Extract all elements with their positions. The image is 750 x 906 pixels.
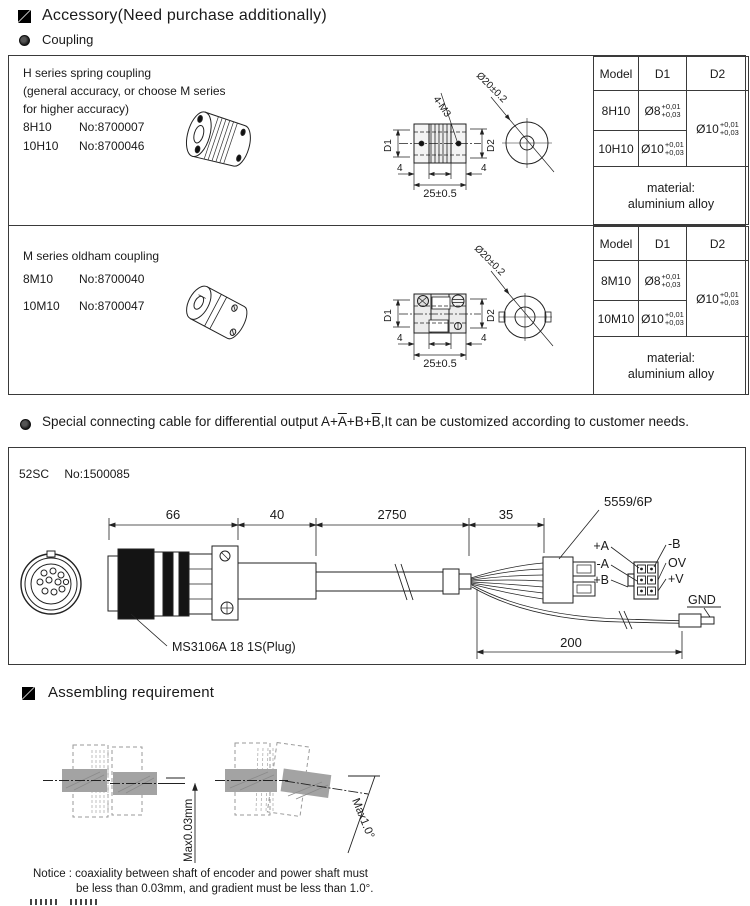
m-coupling-3d-image — [174, 278, 264, 353]
pin-block — [628, 562, 658, 599]
special-cable-note: Special connecting cable for differential output $A+\overline{A}+B+\overline{B},It$ can be customized according to customer needs. — [42, 414, 690, 429]
spec-material-cell: material: aluminium alloy — [594, 167, 749, 225]
overline-a: $\overline{A}$ — [337, 414, 347, 429]
gnd-label: GND — [688, 593, 716, 607]
spec-d2-cell: Ø10 +0,01 +0,03 — [687, 261, 749, 337]
dim-4m3-label: 4-M3 — [430, 94, 453, 120]
h-name-line: (general accuracy, or choose M series — [23, 84, 226, 98]
spec-d2-cell: Ø10 +0,01 +0,03 — [687, 91, 749, 167]
dim-2750-label: 2750 — [377, 507, 407, 522]
h-name-line: H series spring coupling — [23, 66, 152, 80]
spec-header-model: Model — [594, 57, 639, 91]
spec-d1-cell: Ø8 +0,01 +0,03 — [639, 91, 687, 131]
h-series-section — [9, 56, 745, 226]
h-name-line: for higher accuracy) — [23, 102, 130, 116]
max-offset-label: Max0.03mm — [183, 798, 195, 862]
h-model-row: 8H10 No:8700007 — [23, 120, 145, 134]
spec-header-d1: D1 — [639, 227, 687, 261]
assembly-diagrams — [30, 720, 430, 868]
pin-label-plus-v: +V — [668, 572, 684, 586]
dim-25-label: 25±0.5 — [423, 188, 457, 200]
dim-d1-label: D1 — [383, 139, 394, 152]
pin-label-plus-a: +A — [593, 539, 609, 553]
pin-label-minus-b: -B — [668, 537, 681, 551]
dim-d1-label: D1 — [383, 309, 394, 322]
connector-5559-label: 5559/6P — [604, 494, 653, 509]
bullet-icon — [20, 419, 31, 430]
connector-face-view — [21, 551, 81, 614]
coaxiality-diagram — [43, 745, 195, 863]
gnd-terminal — [679, 607, 721, 627]
m-name-line: M series oldham coupling — [23, 249, 160, 263]
coupling-subtitle: Coupling — [42, 32, 94, 47]
spec-header-d2: D2 — [687, 57, 749, 91]
dim-4-left-label: 4 — [397, 163, 403, 174]
spec-header-d1: D1 — [639, 57, 687, 91]
dim-d2-label: D2 — [486, 139, 497, 152]
pin-label-ov: OV — [668, 556, 687, 570]
dim-4-right-label: 4 — [481, 333, 487, 344]
cable-run — [238, 563, 688, 629]
spec-header-d2: D2 — [687, 227, 749, 261]
section-square-icon — [18, 10, 31, 23]
spec-d1-cell: Ø10 +0,01 +0,03 — [639, 131, 687, 167]
h-model-row: 10H10 No:8700046 — [23, 139, 145, 153]
spec-d1-cell: Ø10 +0,01 +0,03 — [639, 301, 687, 337]
overline-b: $\overline{B}$ — [371, 414, 381, 429]
m-series-description — [23, 246, 159, 320]
notice-line-2: be less than 0.03mm, and gradient must be less than 1.0°. — [76, 883, 374, 895]
dim-40-label: 40 — [269, 507, 285, 522]
spec-header-model: Model — [594, 227, 639, 261]
spec-model-cell: 8H10 — [594, 91, 639, 131]
spec-d1-cell: Ø8 +0,01 +0,03 — [639, 261, 687, 301]
m-model-row: 8M10 No:8700040 — [23, 272, 145, 286]
ms-plug-label: MS3106A 18 1S(Plug) — [172, 640, 296, 654]
dim-35-label: 35 — [498, 507, 514, 522]
notice-line-1: Notice : coaxiality between shaft of encoder and power shaft must — [33, 868, 368, 880]
molex-5559-connector — [543, 510, 599, 603]
assembly-title: Assembling requirement — [48, 684, 215, 701]
dim-diameter-label: Ø20±0.2 — [473, 70, 509, 106]
spec-model-cell: 10M10 — [594, 301, 639, 337]
dim-200-label: 200 — [560, 635, 582, 650]
m-coupling-drawing — [341, 227, 591, 394]
m-spec-table — [593, 226, 749, 395]
h-spec-table — [593, 56, 749, 225]
cable-diagram — [9, 448, 745, 662]
pin-label-minus-a: -A — [596, 557, 609, 571]
clipped-text-fragment — [30, 899, 100, 905]
m-model-row: 10M10 No:8700047 — [23, 299, 145, 313]
dim-4-left-label: 4 — [397, 333, 403, 344]
spec-material-cell: material: aluminium alloy — [594, 337, 749, 395]
h-coupling-3d-image — [174, 104, 269, 179]
cable-model-label: 52SC No:1500085 — [19, 467, 130, 481]
page-title: Accessory(Need purchase additionally) — [42, 7, 327, 24]
ms-plug-side-view — [108, 546, 238, 620]
pin-label-plus-b: +B — [593, 573, 609, 587]
bullet-icon — [19, 35, 30, 46]
gradient-diagram — [215, 743, 380, 853]
coupling-table — [8, 55, 746, 395]
dim-diameter-label: Ø20±0.2 — [471, 243, 507, 279]
dim-d2-label: D2 — [486, 309, 497, 322]
spec-model-cell: 8M10 — [594, 261, 639, 301]
max-gradient-label: Max1.0° — [349, 796, 377, 841]
cable-diagram-box — [8, 447, 746, 665]
m-series-section — [9, 226, 745, 395]
section-square-icon — [22, 687, 35, 700]
dim-66-label: 66 — [165, 507, 181, 522]
h-coupling-drawing — [341, 57, 591, 224]
dim-25-label: 25±0.5 — [423, 358, 457, 370]
dim-4-right-label: 4 — [481, 163, 487, 174]
spec-model-cell: 10H10 — [594, 131, 639, 167]
